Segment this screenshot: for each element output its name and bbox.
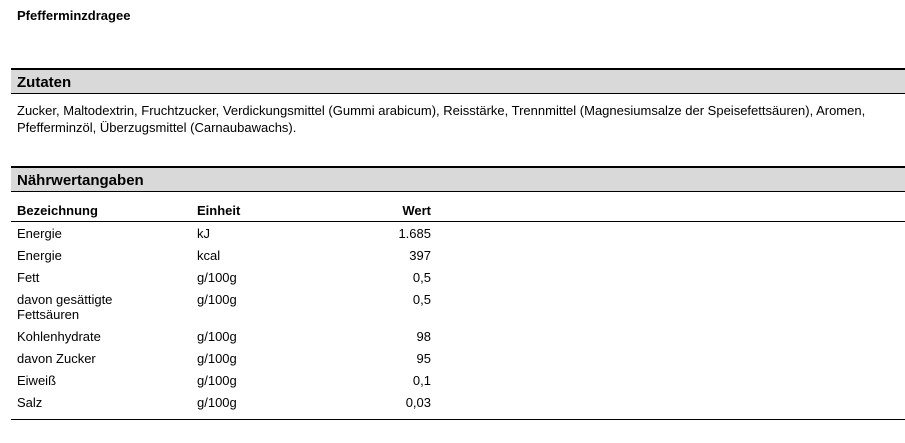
- nutrient-unit: g/100g: [197, 270, 237, 285]
- table-row: [11, 369, 905, 391]
- product-title: Pfefferminzdragee: [17, 8, 131, 23]
- nutrient-value: 95: [416, 351, 431, 366]
- nutrient-value: 0,5: [412, 270, 431, 285]
- ingredients-text: Zucker, Maltodextrin, Fruchtzucker, Verdickungsmittel (Gummi arabicum), Reisstärke, Trennmittel (Magnesiumsalze der Speisefettsäuren), Aromen, Pfefferminzöl, Überzugsmittel (Carnaubawachs).: [17, 103, 866, 135]
- nutrient-name: davon Zucker: [17, 351, 96, 366]
- nutrient-name: Salz: [17, 395, 43, 410]
- nutrient-name: Energie: [17, 248, 62, 263]
- column-header-unit: Einheit: [197, 203, 241, 218]
- nutrient-unit: g/100g: [197, 395, 237, 410]
- nutrient-value: 1.685: [398, 226, 431, 241]
- nutrient-unit: kJ: [197, 226, 210, 241]
- nutrient-value: 0,03: [405, 395, 431, 410]
- table-row: [11, 288, 905, 325]
- nutrient-value: 0,1: [412, 373, 431, 388]
- nutrition-header: [11, 166, 905, 192]
- nutrient-name: Fett: [17, 270, 40, 285]
- nutrient-unit: kcal: [197, 248, 221, 263]
- nutrient-value: 397: [409, 248, 431, 263]
- nutrient-unit: g/100g: [197, 292, 237, 307]
- nutrient-unit: g/100g: [197, 329, 237, 344]
- nutrient-name: davon gesättigte Fettsäuren: [17, 292, 113, 322]
- ingredients-title: Zutaten: [17, 74, 72, 91]
- nutrient-value: 0,5: [412, 292, 431, 307]
- nutrition-title: Nährwertangaben: [17, 172, 144, 189]
- table-bottom-spacer: [11, 413, 905, 419]
- column-header-value: Wert: [402, 203, 431, 218]
- table-row: [11, 244, 905, 266]
- column-header-name: Bezeichnung: [17, 203, 98, 218]
- nutrient-value: 98: [416, 329, 431, 344]
- nutrient-name: Eiweiß: [17, 373, 57, 388]
- nutrition-table-header: [11, 199, 905, 222]
- table-row: [11, 266, 905, 288]
- nutrient-unit: g/100g: [197, 351, 237, 366]
- nutrient-unit: g/100g: [197, 373, 237, 388]
- nutrition-table: [11, 199, 905, 420]
- table-row: [11, 222, 905, 244]
- nutrient-name: Energie: [17, 226, 62, 241]
- ingredients-header: [11, 68, 905, 94]
- table-row: [11, 391, 905, 413]
- table-row: [11, 325, 905, 347]
- nutrient-name: Kohlenhydrate: [17, 329, 101, 344]
- table-row: [11, 347, 905, 369]
